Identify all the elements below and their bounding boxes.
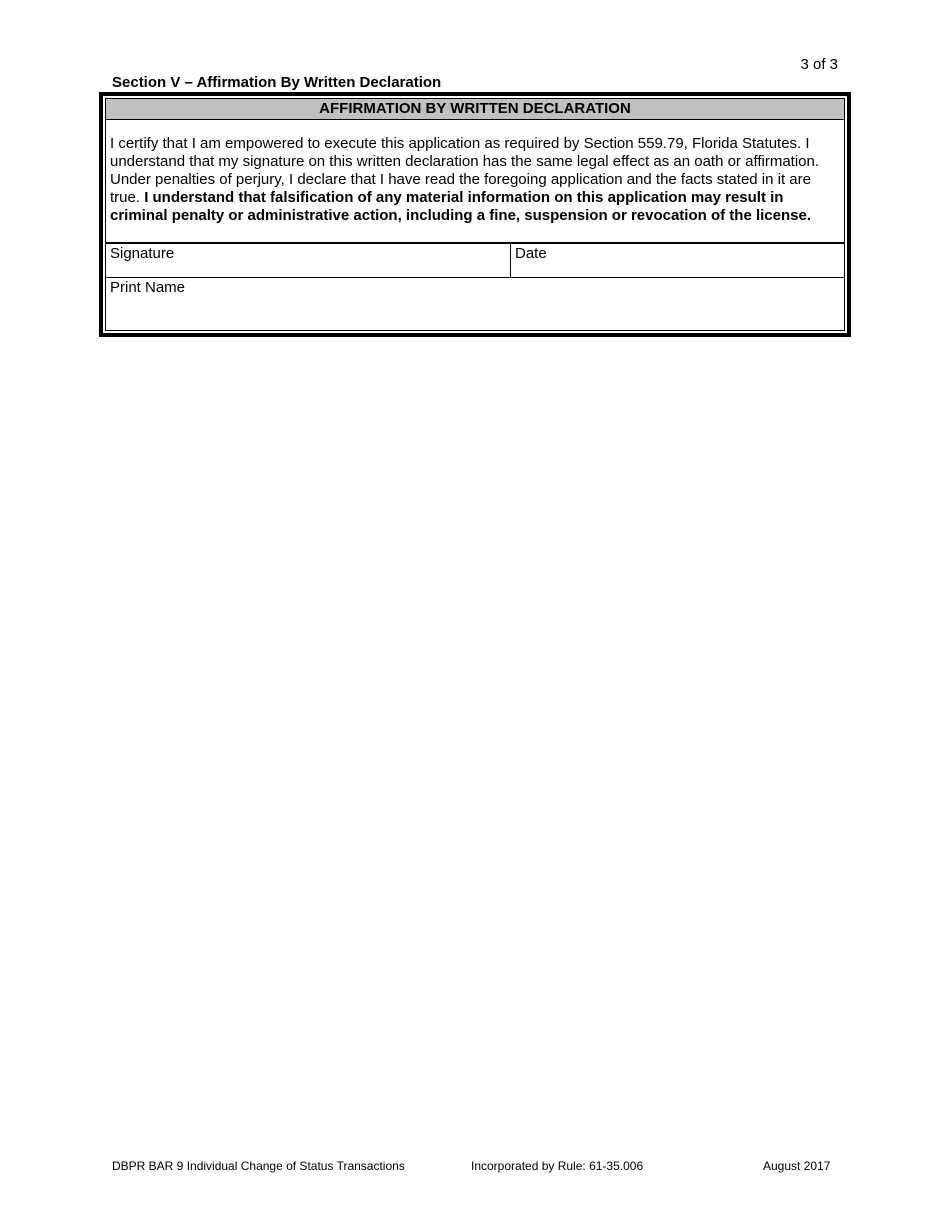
signature-date-row — [106, 244, 844, 278]
affirmation-box-inner — [105, 98, 845, 331]
print-name-label: Print Name — [110, 279, 186, 296]
print-name-field[interactable] — [106, 278, 844, 330]
affirmation-text-regular: I certify that I am empowered to execute this application as required by Section 559.79, Florida Statutes. I understand that my signature on this written declaration has the same legal effect as an oath or affirmation. Under penalties of perjury, I declare that I have read the foregoing application and the facts stated in it are true. — [110, 135, 820, 206]
affirmation-text — [106, 120, 844, 244]
signature-field[interactable] — [106, 244, 511, 277]
footer-form-id: DBPR BAR 9 Individual Change of Status Transactions — [112, 1159, 405, 1173]
signature-label: Signature — [110, 245, 175, 262]
date-field[interactable] — [511, 244, 844, 277]
section-heading: Section V – Affirmation By Written Declaration — [112, 74, 442, 91]
affirmation-box — [99, 92, 851, 337]
footer-rule: Incorporated by Rule: 61-35.006 — [471, 1159, 644, 1173]
print-name-row — [106, 278, 844, 330]
footer-date: August 2017 — [763, 1159, 831, 1173]
page-number: 3 of 3 — [800, 56, 838, 73]
affirmation-box-title: AFFIRMATION BY WRITTEN DECLARATION — [106, 99, 844, 120]
date-label: Date — [515, 245, 547, 262]
affirmation-text-bold: I understand that falsification of any material information on this application may result in criminal penalty or administrative action, including a fine, suspension or revocation of the license. — [110, 189, 811, 224]
